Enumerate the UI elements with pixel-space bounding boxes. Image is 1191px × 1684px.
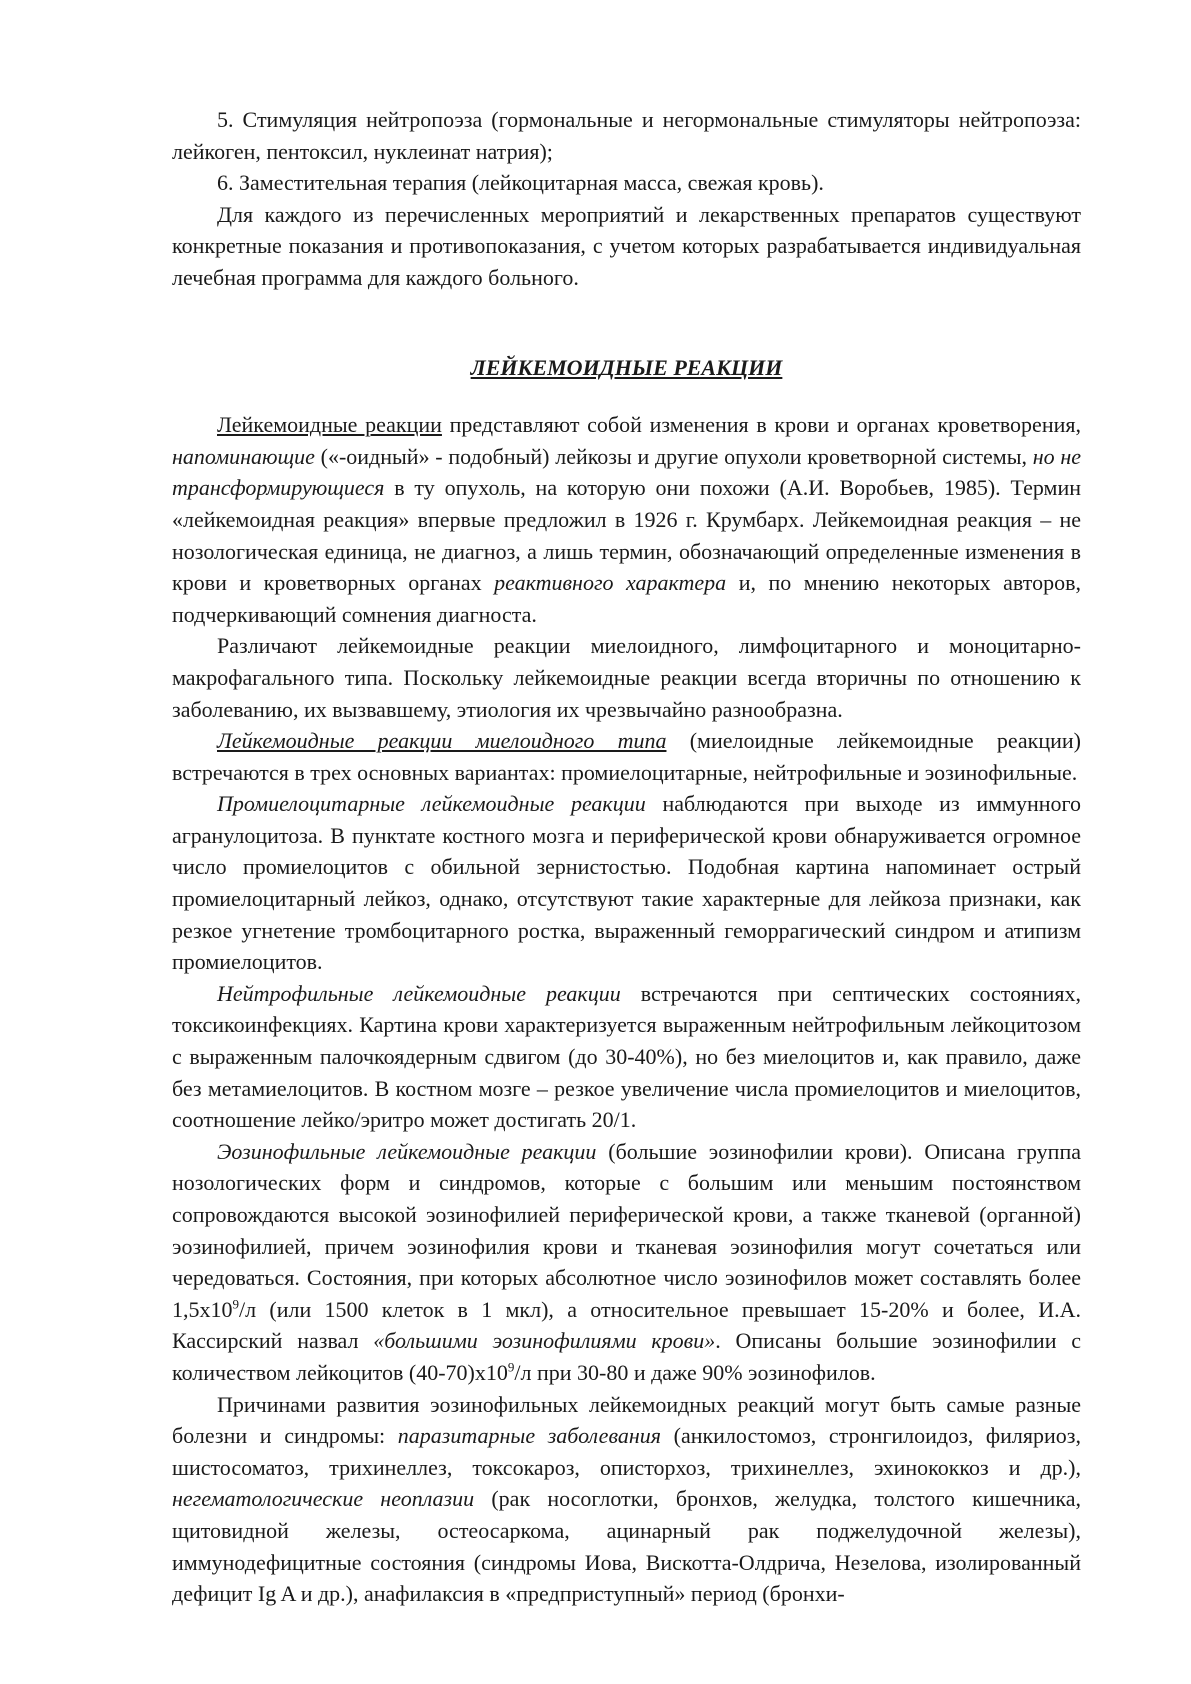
text-run: в ту опухоль, на которую они похожи (А.И. Воробьев, 1985). Термин «лейкемоидная реакция» впервые предложил в 1926 г. Крумбарх. Лейкемоидная реакция – не нозологическая единица, не диагноз, а лишь термин, обозначающий определенные изменения в крови и кроветворных органах <box>172 475 1081 596</box>
section-heading: ЛЕЙКЕМОИДНЫЕ РЕАКЦИИ <box>470 354 783 380</box>
text-run: представляют собой изменения в крови и органах кроветворения, <box>441 412 1081 438</box>
paragraph-neutrophilic <box>172 978 1081 1136</box>
paragraph-causes <box>172 1389 1081 1610</box>
text-run: (анкилостомоз, стронгилоидоз, филяриоз, шистосоматоз, трихинеллез, токсокароз, описторхоз, трихинеллез, эхинококкоз и др.), <box>172 1423 1081 1480</box>
paragraph-item-5: 5. Стимуляция нейтропоэза (гормональные и негормональные стимуляторы нейтропоэза: лейкоген, пентоксил, нуклеинат натрия); <box>172 107 1081 164</box>
paragraph-types: Различают лейкемоидные реакции миелоидного, лимфоцитарного и моноцитарно-макрофагального типа. Поскольку лейкемоидные реакции всегда вторичны по отношению к заболеванию, их вызвавшему, этиология их чрезвычайно разнообразна. <box>172 633 1081 722</box>
emphasis-text: напоминающие <box>172 443 315 469</box>
text-run: наблюдаются при выходе из иммунного агранулоцитоза. В пунктате костного мозга и периферической крови обнаруживается огромное число промиелоцитов с обильной зернистостью. Подобная картина напоминает острый промиелоцитарный лейкоз, однако, отсутствуют такие характерные для лейкоза признаки, как резкое угнетение тромбоцитарного ростка, выраженный геморрагический синдром и атипизм промиелоцитов. <box>172 791 1082 975</box>
emphasis-text: «большими эозинофилиями крови» <box>373 1328 716 1354</box>
text-run: (большие эозинофилии крови). Описана группа нозологических форм и синдромов, которые с большим или меньшим постоянством сопровождаются высокой эозинофилией периферической крови, а также тканевой (органной) эозинофилией, причем эозинофилия крови и тканевая эозинофилия могут сочетаться или чередоваться. Состояния, при которых абсолютное число эозинофилов может составлять более 1,5х10 <box>172 1138 1081 1322</box>
text-run: («-оидный» - подобный) лейкозы и другие опухоли кроветворной системы, <box>314 443 1033 469</box>
term-myeloid-type: Лейкемоидные реакции миелоидного типа <box>217 728 667 754</box>
term-promyelocytic: Промиелоцитарные лейкемоидные реакции <box>217 791 646 817</box>
paragraph-myeloid-type <box>172 725 1081 788</box>
emphasis-text: реактивного характера <box>494 570 727 596</box>
emphasis-text: негематологические неоплазии <box>172 1486 475 1512</box>
text-run: . Описаны большие эозинофилии с количеством лейкоцитов (40-70)х10 <box>172 1328 1081 1385</box>
text-run: Причинами развития эозинофильных лейкемоидных реакций могут быть самые разные болезни и синдромы: <box>172 1391 1081 1449</box>
term-eosinophilic: Эозинофильные лейкемоидные реакции <box>217 1138 597 1164</box>
emphasis-text: но не трансформирующиеся <box>172 443 1081 501</box>
paragraph-summary: Для каждого из перечисленных мероприятий и лекарственных препаратов существуют конкретные показания и противопоказания, с учетом которых разрабатывается индивидуальная лечебная программа для каждого больного. <box>172 201 1081 290</box>
text-run: (миелоидные лейкемоидные реакции) встречаются в трех основных вариантах: промиелоцитарные, нейтрофильные и эозинофильные. <box>172 728 1081 785</box>
superscript: 9 <box>507 1359 515 1375</box>
text-run: /л (или 1500 клеток в 1 мкл), а относительное превышает 15-20% и более, И.А. Кассирский назвал <box>172 1296 1081 1354</box>
term-neutrophilic: Нейтрофильные лейкемоидные реакции <box>217 980 621 1006</box>
paragraph-eosinophilic <box>172 1136 1081 1389</box>
paragraph-definition <box>172 409 1081 630</box>
text-run: /л при 30-80 и даже 90% эозинофилов. <box>514 1359 876 1385</box>
paragraph-promyelocytic <box>172 788 1081 978</box>
superscript: 9 <box>232 1296 239 1312</box>
text-run: встречаются при септических состояниях, токсикоинфекциях. Картина крови характеризуется выраженным нейтрофильным лейкоцитозом с выраженным палочкоядерным сдвигом (до 30-40%), но без миелоцитов и, как правило, даже без метамиелоцитов. В костном мозге – резкое увеличение числа промиелоцитов и миелоцитов, соотношение лейко/эритро может достигать 20/1. <box>172 980 1081 1133</box>
term-leukemoid-reactions: Лейкемоидные реакции <box>217 412 442 438</box>
document-page <box>172 104 1081 1610</box>
text-run: и, по мнению некоторых авторов, подчеркивающий сомнения диагноста. <box>172 570 1081 627</box>
paragraph-item-6: 6. Заместительная терапия (лейкоцитарная масса, свежая кровь). <box>217 170 824 196</box>
emphasis-text: паразитарные заболевания <box>397 1423 661 1449</box>
text-run: (рак носоглотки, бронхов, желудка, толстого кишечника, щитовидной железы, остеосаркома, ацинарный рак поджелудочной железы), иммунодефицитные состояния (синдромы Иова, Вискотта-Олдрича, Незелова, изолированный дефицит Ig A и др.), анафилаксия в «предприступный» период (бронхи- <box>172 1486 1081 1607</box>
